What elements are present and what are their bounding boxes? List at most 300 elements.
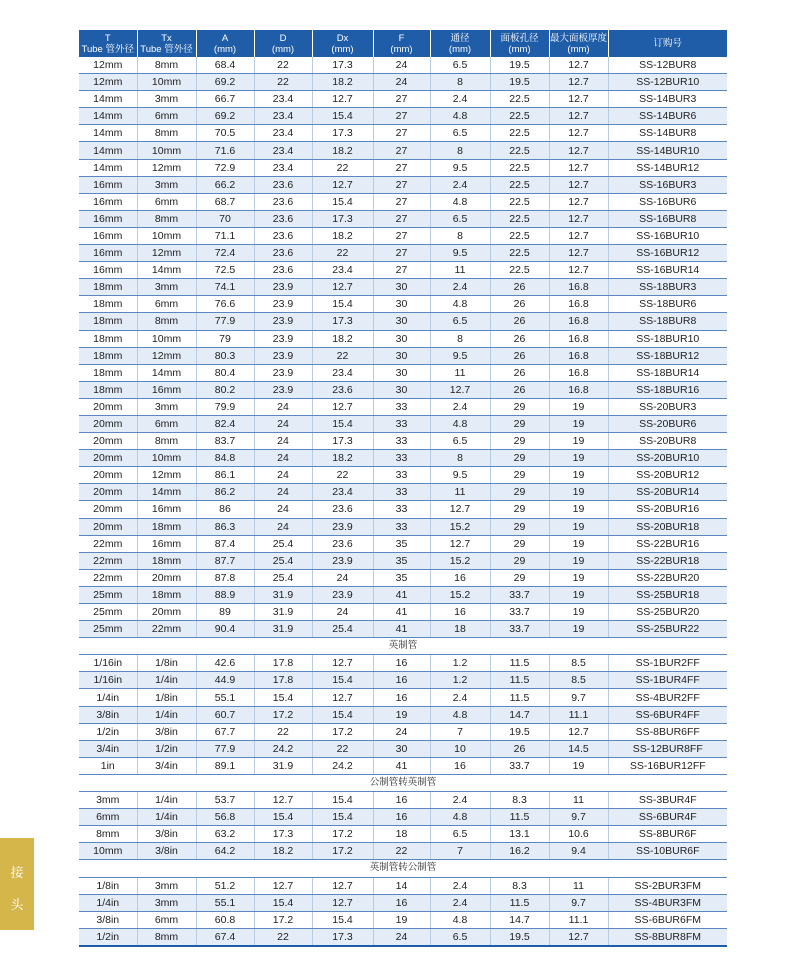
table-cell: 68.4 (196, 57, 254, 74)
table-cell: 33 (373, 484, 430, 501)
table-cell: 19 (549, 757, 608, 774)
table-cell: 18 (430, 621, 490, 638)
table-cell: 30 (373, 296, 430, 313)
table-cell: 26 (490, 364, 549, 381)
table-cell: 31.9 (254, 586, 312, 603)
column-header-line: (mm) (271, 43, 295, 55)
table-cell: 3/8in (79, 706, 137, 723)
table-row (79, 689, 727, 706)
table-cell: 41 (373, 586, 430, 603)
column-header-line: T (104, 32, 111, 44)
table-cell: 22 (312, 245, 373, 262)
table-cell: 4.8 (430, 193, 490, 210)
table-cell: 16mm (79, 245, 137, 262)
table-cell: 66.7 (196, 91, 254, 108)
table-cell: 12.7 (549, 928, 608, 946)
table-cell: SS-14BUR8 (608, 125, 727, 142)
table-cell: 6mm (137, 108, 196, 125)
table-cell: 16.8 (549, 364, 608, 381)
table-cell: 22 (373, 843, 430, 860)
table-cell: 7 (430, 843, 490, 860)
table-row (79, 809, 727, 826)
table-cell: 27 (373, 108, 430, 125)
table-cell: 10.6 (549, 826, 608, 843)
table-cell: 33.7 (490, 604, 549, 621)
table-cell: 29 (490, 433, 549, 450)
table-cell: 24 (254, 433, 312, 450)
table-cell: 14mm (79, 108, 137, 125)
table-cell: 1/4in (137, 706, 196, 723)
table-cell: SS-25BUR20 (608, 604, 727, 621)
table-cell: 12mm (137, 159, 196, 176)
table-cell: 18.2 (312, 330, 373, 347)
table-cell: 4.8 (430, 911, 490, 928)
column-header (490, 30, 549, 57)
table-cell: 6mm (137, 911, 196, 928)
table-cell: 17.3 (312, 57, 373, 74)
table-cell: 8mm (137, 433, 196, 450)
table-row (79, 74, 727, 91)
table-cell: 16mm (79, 227, 137, 244)
table-row (79, 330, 727, 347)
table-cell: 20mm (79, 501, 137, 518)
table-cell: SS-20BUR6 (608, 415, 727, 432)
table-cell: 12mm (79, 74, 137, 91)
table-cell: 8 (430, 74, 490, 91)
table-cell: 3/4in (137, 757, 196, 774)
table-row (79, 843, 727, 860)
column-header-line: 面板孔径 (500, 32, 539, 44)
table-cell: 25mm (79, 586, 137, 603)
table-cell: 1/16in (79, 672, 137, 689)
table-cell: 20mm (79, 450, 137, 467)
table-cell: 30 (373, 313, 430, 330)
table-cell: 22mm (79, 535, 137, 552)
table-cell: 25.4 (254, 569, 312, 586)
table-cell: 64.2 (196, 843, 254, 860)
table-cell: 33 (373, 450, 430, 467)
section-title: 英制管转公制管 (79, 860, 727, 877)
table-cell: 12.7 (549, 193, 608, 210)
column-header (79, 30, 137, 57)
table-cell: 24 (254, 484, 312, 501)
table-row (79, 792, 727, 809)
table-cell: 4.8 (430, 108, 490, 125)
table-cell: SS-20BUR10 (608, 450, 727, 467)
table-cell: SS-12BUR8FF (608, 740, 727, 757)
table-cell: 9.7 (549, 689, 608, 706)
table-cell: 53.7 (196, 792, 254, 809)
table-cell: 12.7 (312, 279, 373, 296)
column-header-line: Tx (161, 32, 172, 44)
table-cell: SS-16BUR14 (608, 262, 727, 279)
table-cell: 16mm (79, 210, 137, 227)
table-cell: 1in (79, 757, 137, 774)
table-cell: 74.1 (196, 279, 254, 296)
table-cell: 16.8 (549, 347, 608, 364)
table-cell: 22.5 (490, 227, 549, 244)
table-cell: SS-4BUR3FM (608, 894, 727, 911)
table-cell: 24 (254, 415, 312, 432)
side-tab (0, 838, 34, 930)
table-cell: SS-14BUR12 (608, 159, 727, 176)
table-cell: 77.9 (196, 740, 254, 757)
table-cell: 23.6 (254, 262, 312, 279)
table-cell: 19 (549, 569, 608, 586)
table-cell: 23.9 (254, 364, 312, 381)
table-cell: 22.5 (490, 245, 549, 262)
table-cell: 29 (490, 518, 549, 535)
table-cell: 19 (549, 586, 608, 603)
table-cell: SS-3BUR4F (608, 792, 727, 809)
table-cell: 12.7 (312, 91, 373, 108)
table-cell: 18 (373, 826, 430, 843)
table-cell: 44.9 (196, 672, 254, 689)
table-cell: 31.9 (254, 757, 312, 774)
column-header-line: 订购号 (653, 38, 682, 49)
table-cell: 15.4 (312, 672, 373, 689)
table-cell: SS-18BUR8 (608, 313, 727, 330)
table-cell: 3mm (137, 176, 196, 193)
table-cell: 8.5 (549, 655, 608, 672)
table-cell: 11.5 (490, 809, 549, 826)
column-header-line: Tube 管外径 (140, 43, 193, 55)
table-cell: 23.9 (254, 279, 312, 296)
section-title: 英制管 (79, 638, 727, 655)
table-row (79, 176, 727, 193)
table-cell: 12mm (137, 245, 196, 262)
table-row (79, 621, 727, 638)
table-cell: 3/8in (79, 911, 137, 928)
table-cell: SS-20BUR8 (608, 433, 727, 450)
table-cell: 19 (549, 501, 608, 518)
table-row (79, 706, 727, 723)
table-cell: 12.7 (549, 57, 608, 74)
table-cell: 6.5 (430, 826, 490, 843)
table-cell: 2.4 (430, 894, 490, 911)
table-cell: 16.8 (549, 381, 608, 398)
table-cell: 22 (254, 723, 312, 740)
table-cell: 27 (373, 245, 430, 262)
table-cell: 23.6 (254, 193, 312, 210)
table-cell: 30 (373, 279, 430, 296)
table-cell: 18mm (79, 347, 137, 364)
header-row (79, 30, 727, 57)
table-cell: 60.7 (196, 706, 254, 723)
table-cell: SS-22BUR16 (608, 535, 727, 552)
table-cell: SS-20BUR3 (608, 398, 727, 415)
table-row (79, 125, 727, 142)
table-cell: 22 (312, 347, 373, 364)
table-cell: 33 (373, 467, 430, 484)
table-cell: 14mm (79, 159, 137, 176)
table-row (79, 450, 727, 467)
table-cell: 4.8 (430, 809, 490, 826)
table-cell: 31.9 (254, 621, 312, 638)
table-cell: 10mm (137, 450, 196, 467)
table-cell: 12.7 (549, 723, 608, 740)
table-cell: 26 (490, 330, 549, 347)
column-header-line: Tube 管外径 (81, 43, 134, 55)
column-header (312, 30, 373, 57)
table-cell: 12.7 (549, 176, 608, 193)
table-cell: 6mm (79, 809, 137, 826)
table-cell: 18mm (137, 552, 196, 569)
table-cell: 71.1 (196, 227, 254, 244)
table-cell: 2.4 (430, 176, 490, 193)
table-row (79, 484, 727, 501)
section-row (79, 774, 727, 791)
table-cell: 9.5 (430, 467, 490, 484)
table-cell: 30 (373, 381, 430, 398)
table-cell: 11 (430, 364, 490, 381)
table-row (79, 757, 727, 774)
table-cell: 17.3 (312, 433, 373, 450)
table-cell: 15.4 (312, 706, 373, 723)
table-row (79, 364, 727, 381)
section-title: 公制管转英制管 (79, 774, 727, 791)
table-cell: 76.6 (196, 296, 254, 313)
table-cell: 6.5 (430, 57, 490, 74)
table-cell: 6mm (137, 415, 196, 432)
table-cell: 11.5 (490, 689, 549, 706)
table-cell: 12.7 (549, 125, 608, 142)
table-row (79, 518, 727, 535)
table-cell: SS-2BUR3FM (608, 877, 727, 894)
table-cell: 8mm (137, 125, 196, 142)
column-header (373, 30, 430, 57)
table-cell: 35 (373, 552, 430, 569)
table-cell: 18mm (137, 518, 196, 535)
table-cell: 18mm (79, 330, 137, 347)
table-cell: 22.5 (490, 108, 549, 125)
table-cell: 29 (490, 415, 549, 432)
table-cell: SS-14BUR3 (608, 91, 727, 108)
table-row (79, 672, 727, 689)
table-cell: 15.4 (312, 296, 373, 313)
table-cell: 15.4 (312, 193, 373, 210)
table-cell: 17.2 (312, 843, 373, 860)
table-cell: 18mm (79, 364, 137, 381)
table-cell: 23.6 (254, 176, 312, 193)
table-cell: 18.2 (254, 843, 312, 860)
table-cell: 15.4 (312, 809, 373, 826)
table-cell: 19.5 (490, 57, 549, 74)
table-cell: 3mm (79, 792, 137, 809)
table-cell: 13.1 (490, 826, 549, 843)
table-cell: 23.4 (312, 364, 373, 381)
table-cell: 25mm (79, 604, 137, 621)
table-cell: 88.9 (196, 586, 254, 603)
table-cell: 23.4 (254, 108, 312, 125)
table-cell: 17.3 (312, 210, 373, 227)
column-header-line: (mm) (567, 43, 590, 55)
table-cell: SS-4BUR2FF (608, 689, 727, 706)
table-cell: 12.7 (312, 655, 373, 672)
table-cell: 24 (373, 928, 430, 946)
table-cell: 26 (490, 347, 549, 364)
table-cell: 33 (373, 415, 430, 432)
table-cell: 22 (312, 159, 373, 176)
table-cell: 80.4 (196, 364, 254, 381)
table-cell: 16 (430, 569, 490, 586)
table-cell: SS-12BUR8 (608, 57, 727, 74)
table-row (79, 655, 727, 672)
table-cell: 8 (430, 450, 490, 467)
table-cell: 8 (430, 227, 490, 244)
table-cell: 30 (373, 330, 430, 347)
table-cell: 15.2 (430, 518, 490, 535)
table-cell: SS-20BUR12 (608, 467, 727, 484)
table-cell: 17.3 (312, 313, 373, 330)
table-cell: 12.7 (549, 245, 608, 262)
table-cell: 23.4 (254, 91, 312, 108)
table-cell: 68.7 (196, 193, 254, 210)
table-cell: 8.5 (549, 672, 608, 689)
table-cell: 27 (373, 159, 430, 176)
table-cell: 3/4in (79, 740, 137, 757)
table-cell: 16 (373, 809, 430, 826)
table-cell: 30 (373, 347, 430, 364)
table-cell: 51.2 (196, 877, 254, 894)
table-cell: 19 (549, 398, 608, 415)
table-cell: 2.4 (430, 689, 490, 706)
table-cell: 11.5 (490, 672, 549, 689)
table-cell: 19 (549, 621, 608, 638)
table-cell: 11.5 (490, 655, 549, 672)
table-cell: 10mm (137, 227, 196, 244)
table-row (79, 501, 727, 518)
table-cell: 11 (430, 484, 490, 501)
table-cell: 70.5 (196, 125, 254, 142)
table-cell: 33.7 (490, 586, 549, 603)
table-cell: 1/4in (137, 792, 196, 809)
table-cell: 69.2 (196, 108, 254, 125)
table-cell: 42.6 (196, 655, 254, 672)
table-cell: 14mm (137, 484, 196, 501)
column-header-line: D (279, 32, 287, 44)
table-cell: 14mm (79, 125, 137, 142)
table-cell: 80.3 (196, 347, 254, 364)
table-cell: 15.4 (254, 689, 312, 706)
table-cell: 17.8 (254, 672, 312, 689)
table-cell: SS-6BUR6FM (608, 911, 727, 928)
table-cell: SS-18BUR16 (608, 381, 727, 398)
column-header (430, 30, 490, 57)
table-cell: 23.4 (254, 159, 312, 176)
table-cell: 16mm (79, 176, 137, 193)
table-cell: SS-22BUR20 (608, 569, 727, 586)
table-cell: 20mm (79, 415, 137, 432)
table-cell: 12.7 (549, 227, 608, 244)
table-cell: 29 (490, 450, 549, 467)
table-cell: 1/4in (137, 672, 196, 689)
table-cell: SS-12BUR10 (608, 74, 727, 91)
table-cell: 72.4 (196, 245, 254, 262)
table-cell: 72.9 (196, 159, 254, 176)
table-cell: 33 (373, 518, 430, 535)
table-cell: 16 (373, 792, 430, 809)
table-cell: 8.3 (490, 877, 549, 894)
table-cell: 22.5 (490, 262, 549, 279)
table-cell: 1.2 (430, 655, 490, 672)
table-cell: 14.7 (490, 706, 549, 723)
table-cell: 16 (373, 655, 430, 672)
table-cell: 23.9 (254, 330, 312, 347)
table-cell: 27 (373, 210, 430, 227)
table-cell: 17.2 (312, 826, 373, 843)
table-cell: 17.2 (254, 911, 312, 928)
table-cell: 4.8 (430, 296, 490, 313)
table-cell: 6mm (137, 193, 196, 210)
table-cell: 29 (490, 467, 549, 484)
table-cell: 16 (430, 757, 490, 774)
table-cell: 16mm (79, 262, 137, 279)
table-cell: 10mm (137, 74, 196, 91)
table-cell: SS-16BUR12FF (608, 757, 727, 774)
table-cell: 2.4 (430, 877, 490, 894)
table-row (79, 193, 727, 210)
table-cell: SS-18BUR10 (608, 330, 727, 347)
table-row (79, 586, 727, 603)
table-cell: 12.7 (549, 210, 608, 227)
table-cell: 24 (254, 501, 312, 518)
table-cell: 9.5 (430, 347, 490, 364)
table-cell: SS-16BUR3 (608, 176, 727, 193)
table-cell: 22mm (79, 552, 137, 569)
column-header (254, 30, 312, 57)
table-cell: 24 (254, 398, 312, 415)
table-cell: 6.5 (430, 210, 490, 227)
table-cell: 19 (549, 467, 608, 484)
table-cell: 66.2 (196, 176, 254, 193)
section-row (79, 860, 727, 877)
table-cell: SS-16BUR8 (608, 210, 727, 227)
table-cell: 8mm (137, 57, 196, 74)
column-header-line: (mm) (390, 43, 413, 55)
table-cell: 3mm (137, 398, 196, 415)
column-header-line: A (221, 32, 229, 44)
table-cell: 29 (490, 501, 549, 518)
table-cell: 19 (549, 535, 608, 552)
table-cell: 56.8 (196, 809, 254, 826)
table-row (79, 262, 727, 279)
table-cell: 23.6 (312, 501, 373, 518)
table-cell: 11.5 (490, 894, 549, 911)
table-cell: 16 (373, 672, 430, 689)
table-cell: SS-16BUR12 (608, 245, 727, 262)
table-cell: 12.7 (312, 398, 373, 415)
table-cell: 25.4 (312, 621, 373, 638)
table-cell: 30 (373, 364, 430, 381)
table-row (79, 826, 727, 843)
table-cell: SS-20BUR18 (608, 518, 727, 535)
table-cell: 10mm (79, 843, 137, 860)
table-cell: 16.2 (490, 843, 549, 860)
table-cell: 12.7 (549, 262, 608, 279)
table-cell: 18mm (137, 586, 196, 603)
table-cell: 6mm (137, 296, 196, 313)
table-cell: 14 (373, 877, 430, 894)
table-cell: 16mm (137, 381, 196, 398)
table-cell: 20mm (137, 604, 196, 621)
table-cell: 3mm (137, 894, 196, 911)
table-cell: 19 (549, 484, 608, 501)
table-row (79, 245, 727, 262)
table-cell: 23.9 (254, 381, 312, 398)
table-cell: 12.7 (312, 894, 373, 911)
table-cell: 23.6 (254, 227, 312, 244)
